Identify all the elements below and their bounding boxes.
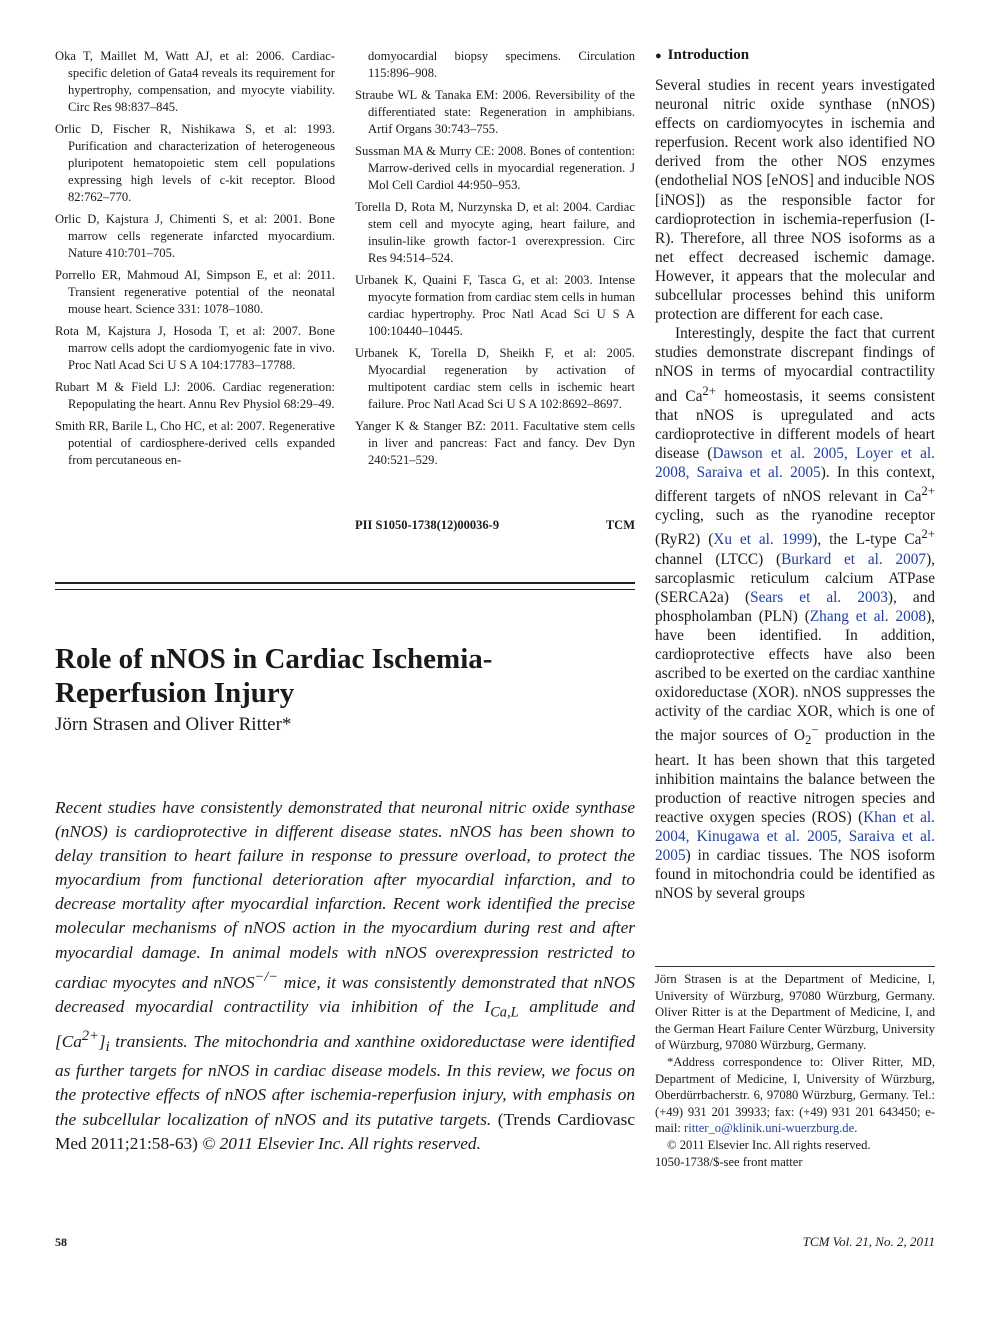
abstract: Recent studies have consistently demonstrated that neuronal nitric oxide synthase (nNOS) is cardioprotective in different disease states. nNOS has been shown to delay transition to heart failure in response to pressure overload, to protect the myocardium from functional deterioration after myocardial infarction, and to decrease mortality after myocardial infarction. Recent work identified the precise molecular mechanisms of nNOS action in the myocardium during rest and after myocardial damage. In animal models with nNOS overexpression restricted to cardiac myocytes and nNOS−/− mice, it was consistently demonstrated that nNOS decreased myocardial contractility via inhibition of the $I_{Ca,L}$ amplitude and $[Ca^{2+}]_i$ transients. The mitochondria and xanthine oxidoreductase were identified as further targets for nNOS in cardiac disease models. In this review, we focus on the protective effects of nNOS after ischemia-reperfusion injury, with emphasis on the subcellular localization of nNOS and its putative targets. (Trends Cardiovasc Med 2011;21:58-63) © 2011 Elsevier Inc. All rights reserved. xyxy=(55,798,636,1153)
journal-issue: TCM Vol. 21, No. 2, 2011 xyxy=(802,1234,935,1249)
reference-item: Sussman MA & Murry CE: 2008. Bones of contention: Marrow-derived cells in myocardial regeneration. J Mol Cell Cardiol 44:950–953. xyxy=(355,144,635,192)
pii-journal: TCM xyxy=(605,518,635,532)
section-divider xyxy=(55,589,635,590)
reference-item: Urbanek K, Torella D, Sheikh F, et al: 2005. Myocardial regeneration by activation of multipotent cardiac stem cells in ischemic heart failure. Proc Natl Acad Sci U S A 102:8692–8697. xyxy=(355,346,635,411)
reference-item: Rota M, Kajstura J, Hosoda T, et al: 2007. Bone marrow cells adopt the cardiomyogenic fate in vivo. Proc Natl Acad Sci U S A 104:17783–17788. xyxy=(55,324,335,372)
reference-item: Torella D, Rota M, Nurzynska D, et al: 2004. Cardiac stem cell and myocyte aging, heart failure, and insulin-like growth factor-1 overexpression. Circ Res 94:514–524. xyxy=(355,200,635,265)
reference-item: Oka T, Maillet M, Watt AJ, et al: 2006. Cardiac-specific deletion of Gata4 reveals its requirement for hypertrophy, compensation, and myocyte viability. Circ Res 98:837–845. xyxy=(55,49,335,114)
citation-link[interactable]: Zhang et al. 2008 xyxy=(809,607,927,625)
introduction-body xyxy=(655,76,935,903)
citation-link[interactable]: Dawson et al. 2005, Loyer et al. 2008, Saraiva et al. 2005 xyxy=(655,444,935,481)
affiliation-footnote xyxy=(655,971,935,1170)
affiliation-text: Jörn Strasen is at the Department of Medicine, I, University of Würzburg, 97080 Würzburg, Germany. Oliver Ritter is at the Department of Medicine, I, and the German Heart Failure Center Würzburg, University of Würzburg, 97080 Würzburg, Germany. xyxy=(655,972,935,1053)
citation-link[interactable]: Xu et al. 1999 xyxy=(713,531,813,549)
intro-paragraph-1: Several studies in recent years investigated neuronal nitric oxide synthase (nNOS) effects on cardiomyocytes in ischemia and reperfusion. Recent work also identified NO derived from the other NOS enzymes (endothelial NOS [eNOS] and inducible NOS [iNOS]) as the responsible factor for cardioprotection in ischemia-reperfusion (I-R). Therefore, all three NOS isoforms as a net effect decreased ischemic damage. However, it appears that the molecular and subcellular processes behind this uniform protection are different for each case. xyxy=(655,77,935,324)
pii-code: PII S1050-1738(12)00036-9 xyxy=(355,518,500,532)
footnote-divider xyxy=(655,966,935,967)
pii-line xyxy=(355,518,635,533)
correspondence-text: *Address correspondence to: Oliver Ritter, MD, Department of Medicine, I, University of Würzburg, Oberdürrbacherstr. 6, 97080 Würzburg, Germany. Tel.: (+49) 931 201 39933; fax: (+49) 931 201 643450; e-mail: ritter_o@klinik.uni-wuerzburg.de. xyxy=(655,1054,935,1136)
reference-item: Yanger K & Stanger BZ: 2011. Facultative stem cells in liver and pancreas: Fact and fancy. Dev Dyn 240:521–529. xyxy=(355,419,635,467)
abstract-citation: (Trends Cardiovasc Med 2011;21:58-63) xyxy=(55,1109,635,1153)
introduction-heading: ● Introduction xyxy=(655,47,750,63)
reference-item: Porrello ER, Mahmoud AI, Simpson E, et al: 2011. Transient regenerative potential of the neonatal mouse heart. Science 331: 1078–1080. xyxy=(55,268,335,316)
issn-text: 1050-1738/$-see front matter xyxy=(655,1154,803,1169)
intro-paragraph-2: Interestingly, despite the fact that current studies demonstrate discrepant findings of nNOS in terms of myocardial contractility and $Ca^{2+}$ homeostasis, it seems consistent that nNOS is upregulated and acts cardioprotective in different models of heart disease (Dawson et al. 2005, Loyer et al. 2008, Saraiva et al. 2005). In this context, different targets of nNOS relevant in $Ca^{2+}$ cycling, such as the ryanodine receptor (RyR2) (Xu et al. 1999), the L-type $Ca^{2+}$ channel (LTCC) (Burkard et al. 2007), sarcoplasmic reticulum calcium ATPase (SERCA2a) (Sears et al. 2003), and phospholamban (PLN) (Zhang et al. 2008), have been identified. In addition, cardioprotective effects have also been ascribed to be exerted on the cardiac xanthine oxidoreductase (XOR). nNOS suppresses the activity of the cardiac XOR, which is one of the major sources of $O_2^-$ production in the heart. It has been shown that this targeted inhibition maintains the balance between the production of reactive nitrogen species and reactive oxygen species (ROS) (Khan et al. 2004, Kinugawa et al. 2005, Saraiva et al. 2005) in cardiac tissues. The NOS isoform found in mitochondria could be identified as nNOS by several groups xyxy=(655,325,936,903)
authors: Jörn Strasen and Oliver Ritter* xyxy=(55,714,292,735)
reference-item: Rubart M & Field LJ: 2006. Cardiac regeneration: Repopulating the heart. Annu Rev Physiol 68:29–49. xyxy=(55,380,335,411)
citation-link[interactable]: Sears et al. 2003 xyxy=(750,588,888,606)
reference-item: Orlic D, Fischer R, Nishikawa S, et al: 1993. Purification and characterization of heterogeneous pluripotent hematopoietic stem cell populations expressing high levels of c-kit receptor. Blood 82:762–770. xyxy=(55,122,335,204)
citation-link[interactable]: Burkard et al. 2007 xyxy=(781,550,927,568)
title-line-2: Reperfusion Injury xyxy=(55,677,295,709)
reference-item: Smith RR, Barile L, Cho HC, et al: 2007. Regenerative potential of cardiosphere-derived cells expanded from percutaneous en- xyxy=(55,419,335,467)
email-link[interactable]: ritter_o@klinik.uni-wuerzburg.de xyxy=(684,1121,855,1136)
article-title xyxy=(55,642,645,710)
citation-link[interactable]: Khan et al. 2004, Kinugawa et al. 2005, Saraiva et al. 2005 xyxy=(655,808,935,865)
page-number: 58 xyxy=(55,1235,67,1249)
references-column-2 xyxy=(355,48,635,474)
reference-item: Urbanek K, Quaini F, Tasca G, et al: 2003. Intense myocyte formation from cardiac stem cells in human cardiac hypertrophy. Proc Natl Acad Sci U S A 100:10440–10445. xyxy=(355,273,635,338)
reference-item: Orlic D, Kajstura J, Chimenti S, et al: 2001. Bone marrow cells regenerate infarcted myocardium. Nature 410:701–705. xyxy=(55,212,335,260)
reference-item: Straube WL & Tanaka EM: 2006. Reversibility of the differentiated state: Regeneration in amphibians. Artif Organs 30:743–755. xyxy=(355,88,635,136)
reference-item: domyocardial biopsy specimens. Circulation 115:896–908. xyxy=(368,49,635,80)
section-divider xyxy=(55,582,635,584)
bullet-icon: ● xyxy=(655,50,662,62)
copyright-text: © 2011 Elsevier Inc. All rights reserved. xyxy=(667,1137,871,1152)
title-line-1: Role of nNOS in Cardiac Ischemia- xyxy=(55,643,493,675)
references-column-1 xyxy=(55,48,335,474)
